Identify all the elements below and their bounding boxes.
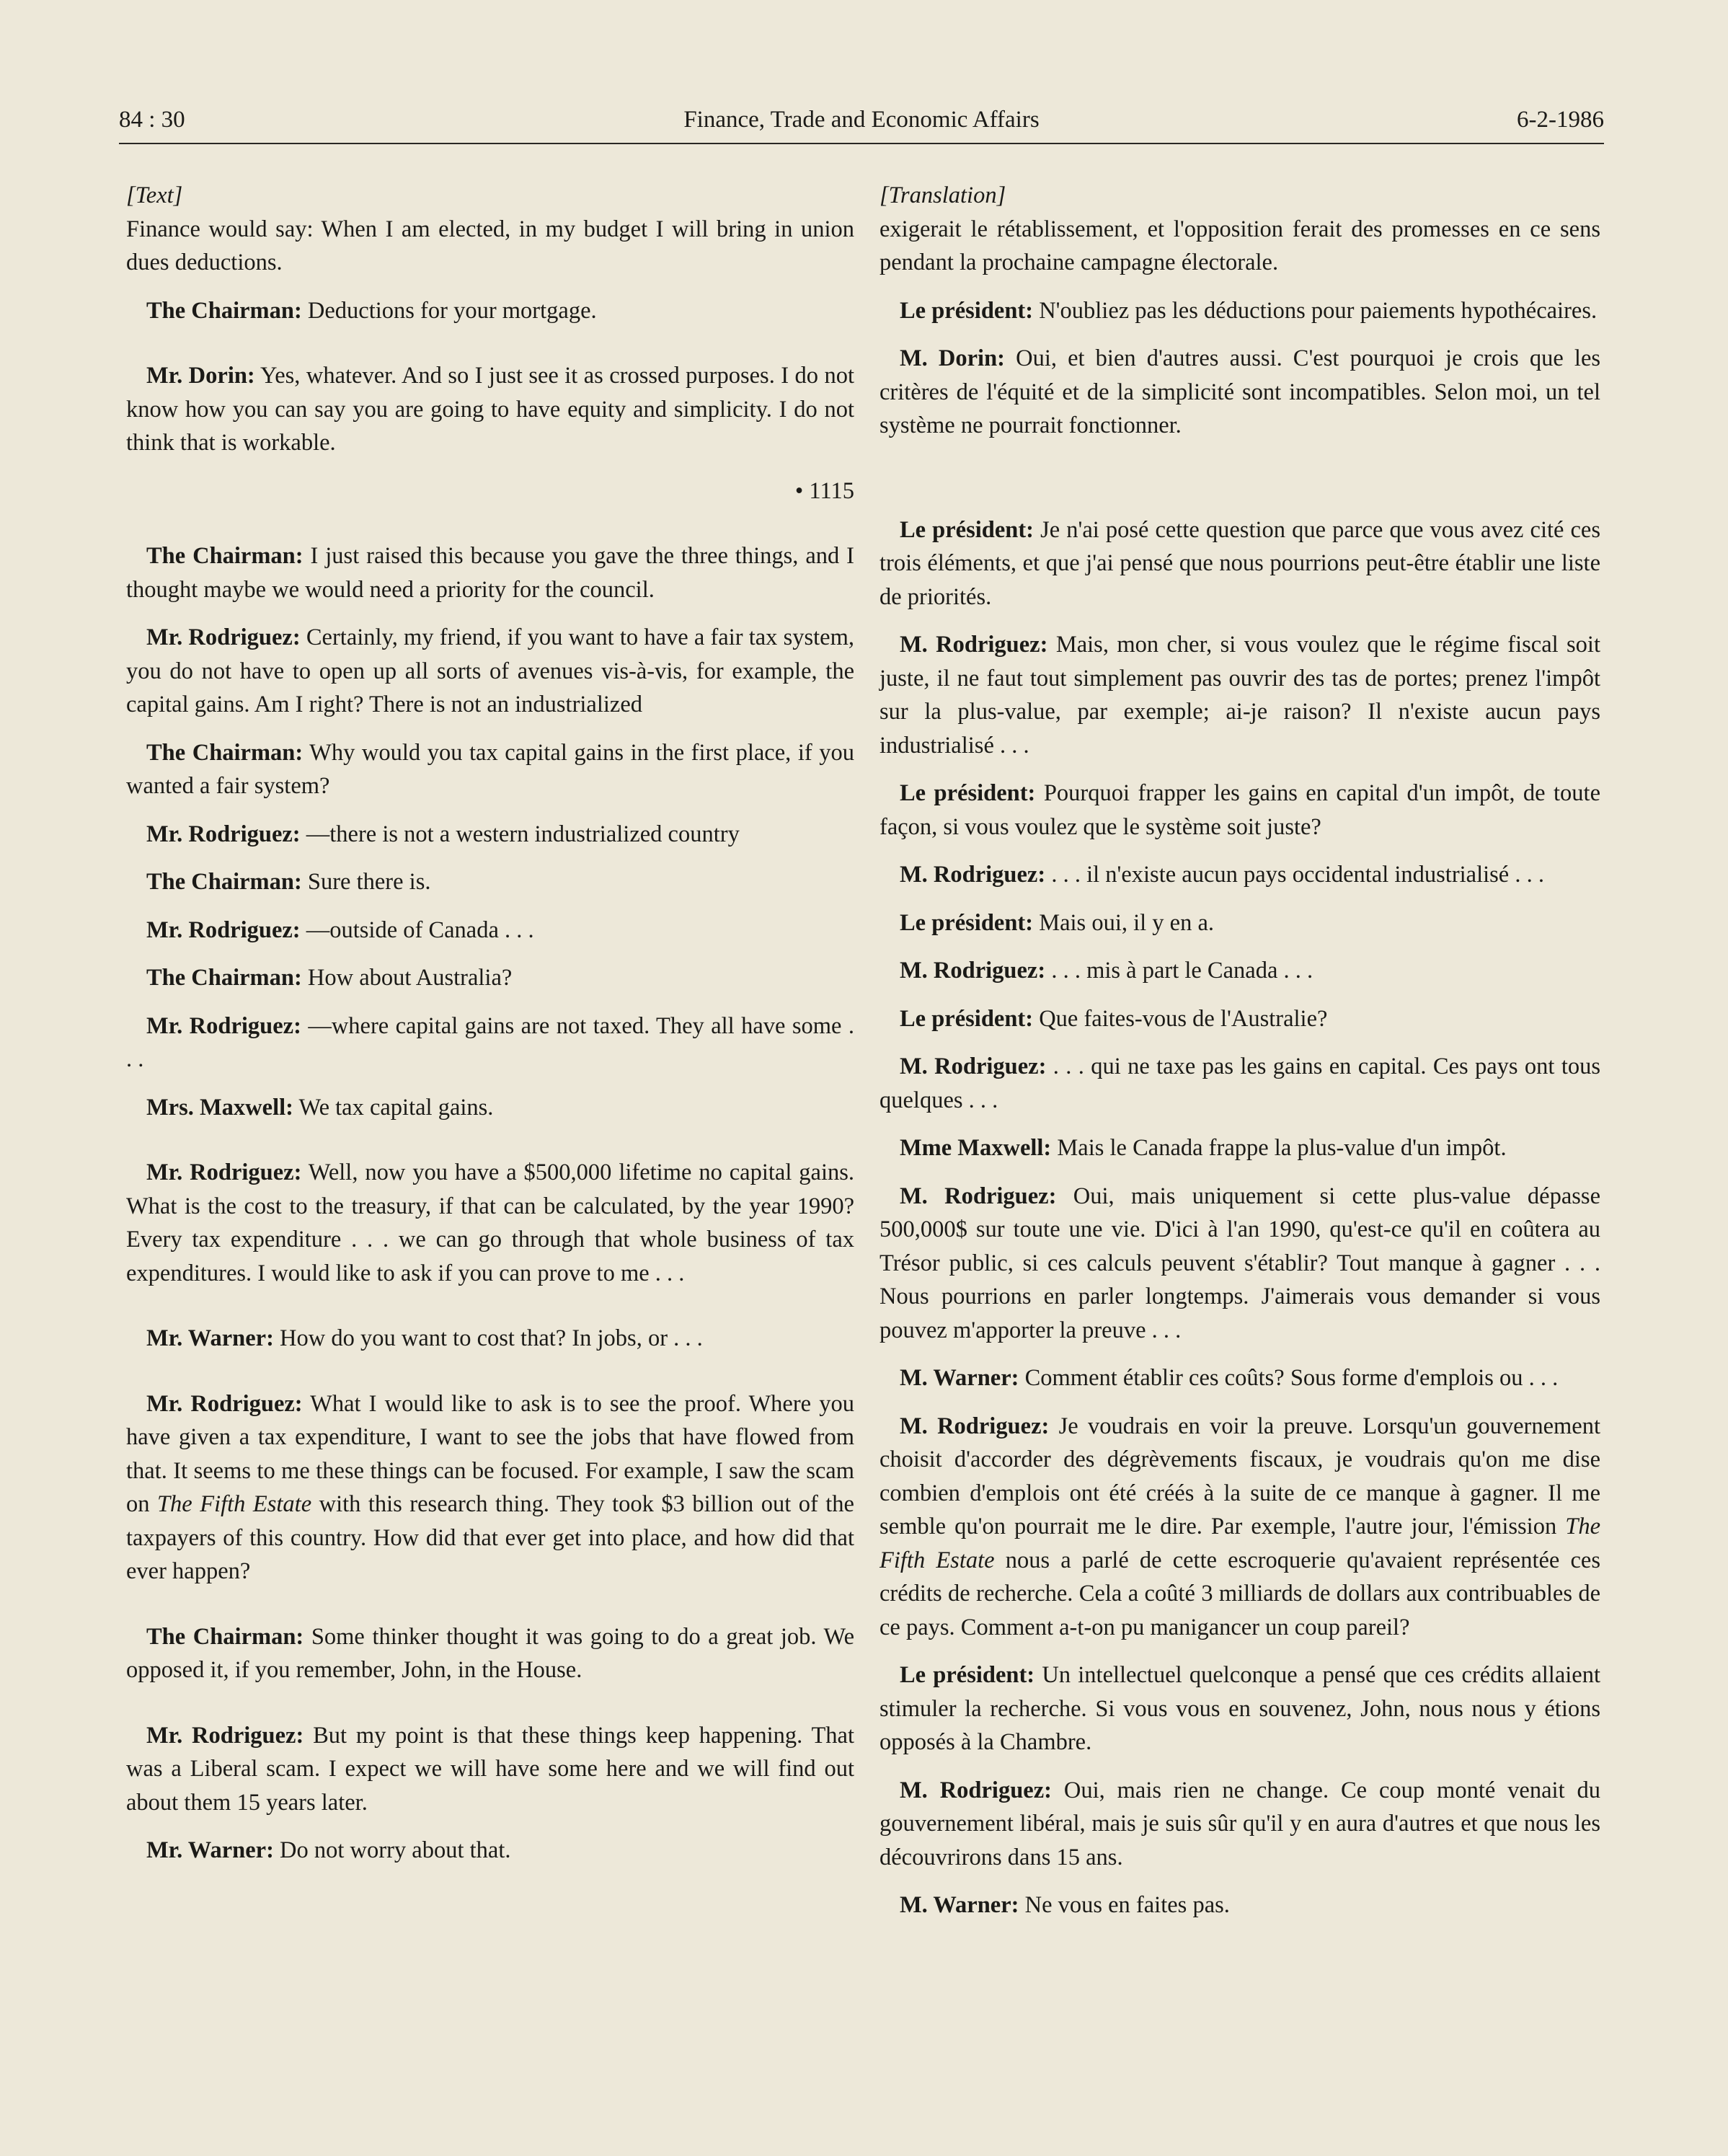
speaker: Mr. Rodriguez: — [146, 1159, 302, 1185]
speaker: Mr. Dorin: — [146, 363, 255, 389]
speaker: Mr. Rodriguez: — [146, 1390, 303, 1417]
speaker: M. Rodriguez: — [900, 1413, 1050, 1439]
speaker: Le président: — [900, 1005, 1034, 1032]
speaker: M. Rodriguez: — [900, 1183, 1057, 1209]
paragraph: Mr. Rodriguez: —where capital gains are not taxed. They all have some . . . — [126, 1012, 854, 1072]
page-header — [119, 107, 1604, 144]
speaker: M. Dorin: — [900, 345, 1005, 371]
english-column — [126, 179, 854, 1868]
paragraph: Mr. Rodriguez: —outside of Canada . . . — [146, 916, 534, 943]
paragraph: M. Rodriguez: Mais, mon cher, si vous voulez que le régime fiscal soit juste, il ne faut tout simplement pas ouvrir des tas de portes; prenez l'impôt sur la plus-value, par exemple; ai-je raison? Il n'existe aucun pays industrialisé . . . — [879, 632, 1600, 759]
paragraph: Mr. Rodriguez: Certainly, my friend, if you want to have a fair tax system, you do not have to open up all sorts of avenues vis-à-vis, for example, the capital gains. Am I right? There is not an industrialized — [126, 624, 855, 717]
french-column — [879, 179, 1600, 1922]
page-title: Finance, Trade and Economic Affairs — [683, 107, 1040, 133]
speaker: M. Rodriguez: — [900, 862, 1046, 888]
paragraph: M. Rodriguez: . . . il n'existe aucun pays occidental industrialisé . . . — [900, 862, 1544, 888]
paragraph: Mr. Rodriguez: But my point is that these things keep happening. That was a Liberal scam. I expect we will have some here and we will find out about them 15 years later. — [126, 1722, 855, 1816]
paragraph: Le président: Pourquoi frapper les gains en capital d'un impôt, de toute façon, si vous voulez que le système soit juste? — [879, 780, 1601, 840]
speaker: The Chairman: — [146, 869, 302, 895]
page-number: 84 : 30 — [119, 107, 185, 133]
paragraph: M. Warner: Ne vous en faites pas. — [900, 1892, 1230, 1918]
paragraph: The Chairman: How about Australia? — [146, 965, 513, 991]
speaker: M. Rodriguez: — [900, 632, 1048, 658]
paragraph: Mr. Dorin: Yes, whatever. And so I just see it as crossed purposes. I do not know how you can say you are going to have equity and simplicity. I do not think that is workable. — [126, 363, 854, 456]
paragraph: The Chairman: Sure there is. — [146, 869, 431, 895]
speaker: The Chairman: — [146, 739, 303, 766]
speaker: M. Rodriguez: — [900, 1777, 1052, 1803]
paragraph: M. Rodriguez: Oui, mais uniquement si cette plus-value dépasse 500,000$ sur toute une vie. D'ici à l'an 1990, qu'est-ce qu'il en coûtera au Trésor public, si ces calculs peuvent s'établir? Tout manque à gagner . . . Nous pourrions en parler longtemps. J'aimerais vous demander si vous pouvez m'apporter la preuve . . . — [879, 1183, 1600, 1343]
paragraph: M. Dorin: Oui, et bien d'autres aussi. C'est pourquoi je crois que les critères de l'équité et de la simplicité sont incompatibles. Selon moi, un tel système ne pourrait fonctionner. — [879, 345, 1601, 438]
paragraph: Le président: N'oubliez pas les déductions pour paiements hypothécaires. — [900, 297, 1598, 324]
paragraph: Mr. Warner: How do you want to cost that? In jobs, or . . . — [146, 1325, 703, 1351]
paragraph: Le président: Mais oui, il y en a. — [900, 909, 1215, 936]
speaker: The Chairman: — [146, 965, 302, 991]
speaker: M. Rodriguez: — [900, 958, 1046, 984]
speaker: Mr. Rodriguez: — [146, 821, 301, 847]
speaker: Mr. Rodriguez: — [146, 624, 301, 650]
paragraph: exigerait le rétablissement, et l'opposition ferait des promesses en ce sens pendant la prochaine campagne électorale. — [879, 216, 1600, 275]
speaker: Mr. Warner: — [146, 1325, 274, 1351]
paragraph: Mr. Warner: Do not worry about that. — [146, 1837, 511, 1863]
speaker: The Chairman: — [146, 1623, 304, 1650]
speaker: Le président: — [900, 909, 1034, 936]
speaker: Le président: — [900, 780, 1036, 806]
speaker: The Chairman: — [146, 543, 303, 569]
paragraph: M. Rodriguez: . . . qui ne taxe pas les gains en capital. Ces pays ont tous quelques . . . — [879, 1053, 1600, 1113]
speaker: Mr. Rodriguez: — [146, 1722, 304, 1749]
speaker: M. Rodriguez: — [900, 1053, 1047, 1079]
speaker: The Chairman: — [146, 297, 302, 324]
speaker: Le président: — [900, 297, 1034, 324]
speaker: Le président: — [900, 516, 1034, 543]
time-marker: • 1115 — [794, 477, 854, 504]
paragraph: Mr. Rodriguez: —there is not a western industrialized country — [146, 821, 740, 847]
speaker: Mr. Rodriguez: — [146, 1012, 301, 1039]
column-label: [Translation] — [879, 182, 1006, 208]
paragraph: Finance would say: When I am elected, in my budget I will bring in union dues deductions. — [126, 216, 854, 275]
speaker: Le président: — [900, 1662, 1035, 1688]
paragraph: The Chairman: Why would you tax capital gains in the first place, if you wanted a fair system? — [126, 739, 854, 799]
paragraph: M. Warner: Comment établir ces coûts? Sous forme d'emplois ou . . . — [900, 1365, 1559, 1391]
page-date: 6-2-1986 — [1517, 107, 1604, 133]
speaker: Mr. Rodriguez: — [146, 916, 301, 943]
paragraph: The Chairman: Some thinker thought it was going to do a great job. We opposed it, if you remember, John, in the House. — [126, 1623, 855, 1683]
speaker: Mrs. Maxwell: — [146, 1094, 293, 1121]
paragraph: The Chairman: I just raised this because you gave the three things, and I thought maybe we would need a priority for the council. — [126, 543, 854, 603]
paragraph: Le président: Je n'ai posé cette question que parce que vous avez cité ces trois éléments, et que j'ai pensé que nous pourrions peut-être établir une liste de priorités. — [879, 516, 1601, 610]
paragraph: The Chairman: Deductions for your mortgage. — [146, 297, 597, 324]
paragraph: Mrs. Maxwell: We tax capital gains. — [146, 1094, 494, 1121]
paragraph: Le président: Un intellectuel quelconque a pensé que ces crédits allaient stimuler la recherche. Si vous vous en souvenez, John, nous nous y étions opposés à la Chambre. — [879, 1662, 1600, 1755]
speaker: M. Warner: — [900, 1892, 1019, 1918]
speaker: Mr. Warner: — [146, 1837, 274, 1863]
paragraph: Mme Maxwell: Mais le Canada frappe la plus-value d'un impôt. — [900, 1135, 1507, 1161]
paragraph: M. Rodriguez: Oui, mais rien ne change. Ce coup monté venait du gouvernement libéral, mais je suis sûr qu'il y en aura d'autres et que nous les découvrirons dans 15 ans. — [879, 1777, 1600, 1870]
paragraph: Mr. Rodriguez: What I would like to ask is to see the proof. Where you have given a tax expenditure, I want to see the jobs that have flowed from that. It seems to me these things can be focused. For example, I saw the scam on The Fifth Estate with this research thing. They took $3 billion out of the taxpayers of this country. How did that ever get into place, and how did that ever happen? — [126, 1390, 854, 1584]
paragraph: Mr. Rodriguez: Well, now you have a $500,000 lifetime no capital gains. What is the cost to the treasury, if that can be calculated, by the year 1990? Every tax expenditure . . . we can go through that whole business of tax expenditures. I would like to ask if you can prove to me . . . — [126, 1159, 855, 1286]
column-label: [Text] — [126, 182, 183, 208]
speaker: M. Warner: — [900, 1365, 1019, 1391]
paragraph: M. Rodriguez: . . . mis à part le Canada . . . — [900, 958, 1313, 984]
speaker: Mme Maxwell: — [900, 1135, 1052, 1161]
paragraph: Le président: Que faites-vous de l'Australie? — [900, 1005, 1328, 1032]
paragraph: M. Rodriguez: Je voudrais en voir la preuve. Lorsqu'un gouvernement choisit d'accorder des dégrèvements fiscaux, je voudrais qu'on me dise combien d'emplois ont été créés à la suite de ce manque à gagner. Il me semble qu'on pourrait me le dire. Par exemple, l'autre jour, l'émission The Fifth Estate nous a parlé de cette escroquerie qu'avaient représentée ces crédits de recherche. Cela a coûté 3 milliards de dollars aux contribuables de ce pays. Comment a-t-on pu manigancer un coup pareil? — [879, 1413, 1600, 1640]
